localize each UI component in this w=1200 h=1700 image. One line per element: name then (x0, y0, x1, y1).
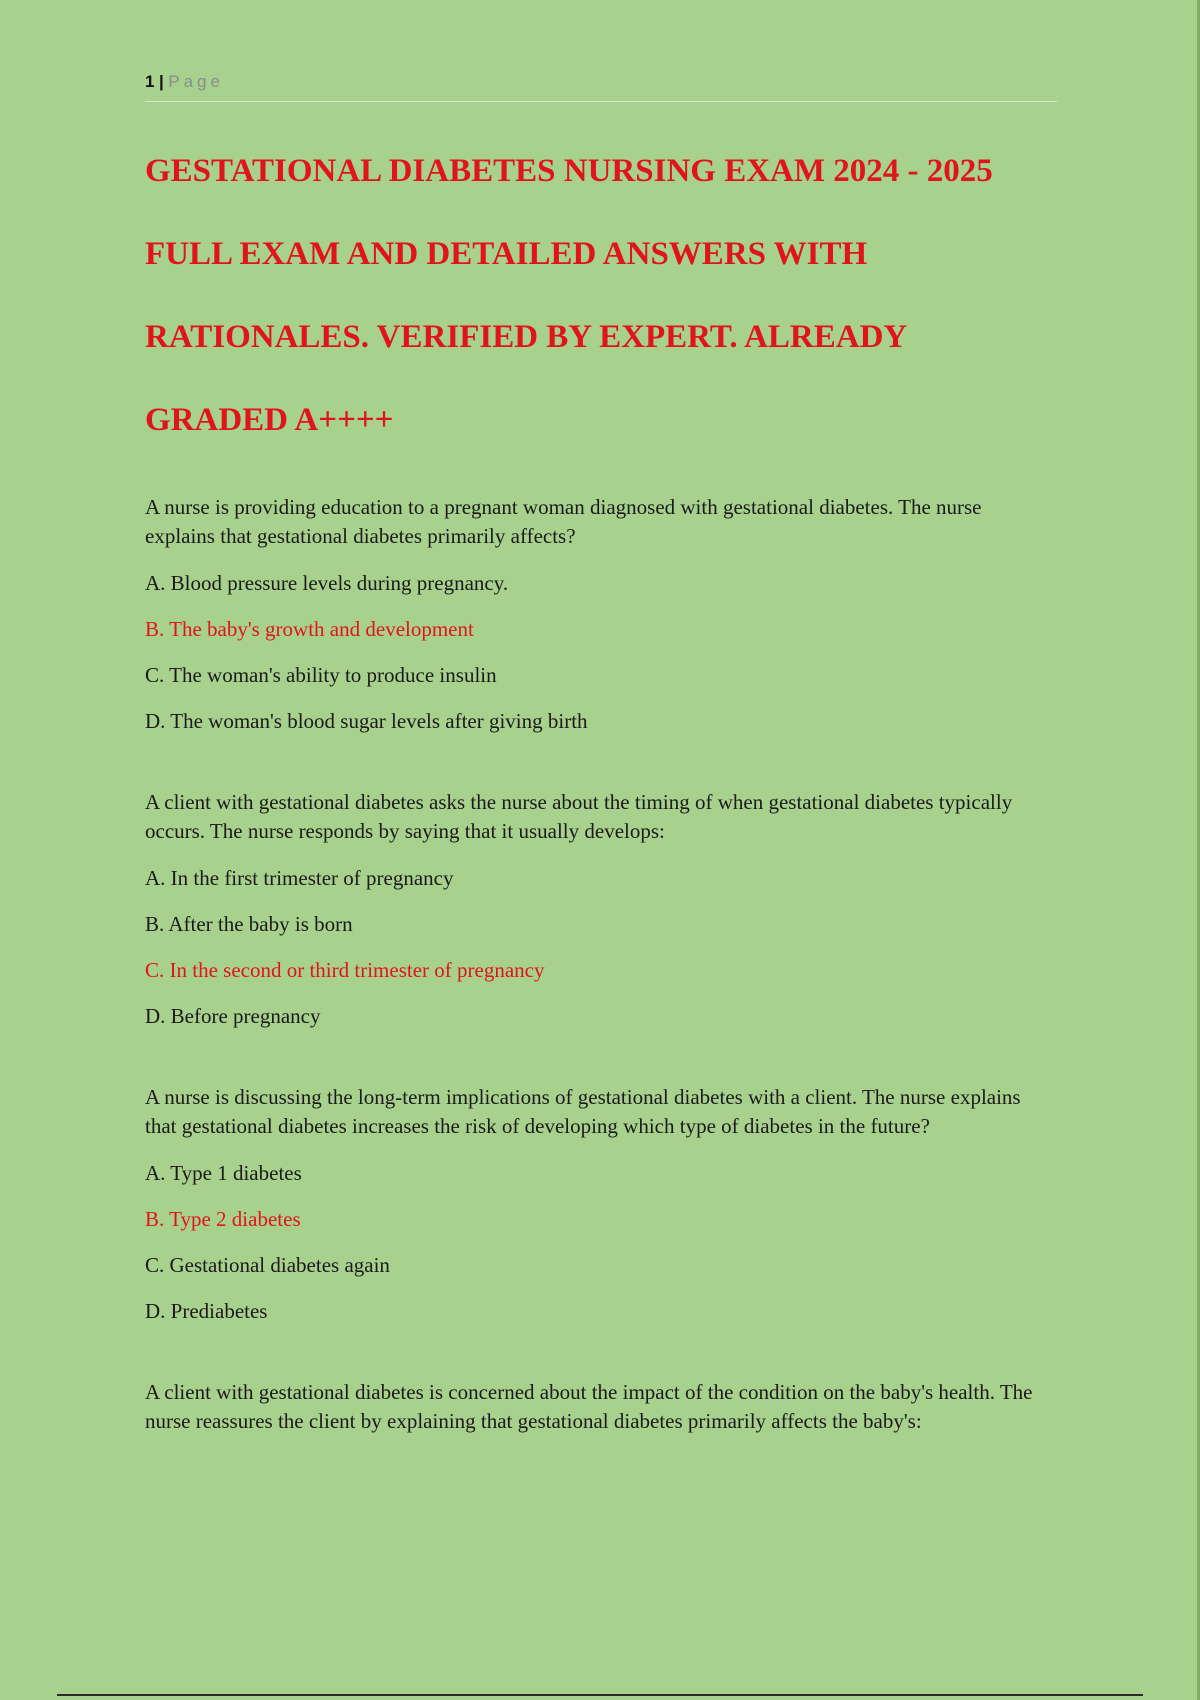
question-stem: A client with gestational diabetes asks the nurse about the timing of when gestational diabetes typically occurs. The nurse responds by saying that it usually develops: (145, 790, 1013, 843)
option-c: C. The woman's ability to produce insulin (145, 663, 497, 687)
question-stem: A nurse is providing education to a pregnant woman diagnosed with gestational diabetes. The nurse explains that gestational diabetes primarily affects? (145, 495, 982, 548)
option-d: D. The woman's blood sugar levels after giving birth (145, 709, 588, 733)
option-a: A. Type 1 diabetes (145, 1161, 302, 1185)
option-c-correct: C. In the second or third trimester of pregnancy (145, 958, 545, 982)
question-list (145, 493, 1055, 1445)
question-stem: A nurse is discussing the long-term implications of gestational diabetes with a client. The nurse explains that gestational diabetes increases the risk of developing which type of diabetes in the future? (145, 1085, 1021, 1138)
option-d: D. Before pregnancy (145, 1004, 321, 1028)
page-header (145, 72, 224, 92)
option-b-correct: B. Type 2 diabetes (145, 1207, 301, 1231)
question-stem: A client with gestational diabetes is concerned about the impact of the condition on the baby's health. The nurse reassures the client by explaining that gestational diabetes primarily affects the baby's: (145, 1380, 1033, 1433)
page-label: Page (168, 72, 224, 91)
header-separator: | (158, 72, 165, 91)
option-a: A. Blood pressure levels during pregnancy. (145, 571, 509, 595)
question-4 (145, 1378, 1055, 1436)
question-3 (145, 1083, 1055, 1334)
question-1 (145, 493, 1055, 744)
question-2 (145, 788, 1055, 1039)
option-a: A. In the first trimester of pregnancy (145, 866, 454, 890)
footer-divider (57, 1694, 1143, 1696)
document-title: GESTATIONAL DIABETES NURSING EXAM 2024 - 2025 FULL EXAM AND DETAILED ANSWERS WITH RATIONALES. VERIFIED BY EXPERT. ALREADY GRADED A++++ (145, 153, 993, 438)
option-c: C. Gestational diabetes again (145, 1253, 390, 1277)
option-d: D. Prediabetes (145, 1299, 268, 1323)
option-b: B. After the baby is born (145, 912, 353, 936)
option-b-correct: B. The baby's growth and development (145, 617, 474, 641)
page-number: 1 (145, 72, 155, 91)
header-divider (145, 101, 1057, 102)
